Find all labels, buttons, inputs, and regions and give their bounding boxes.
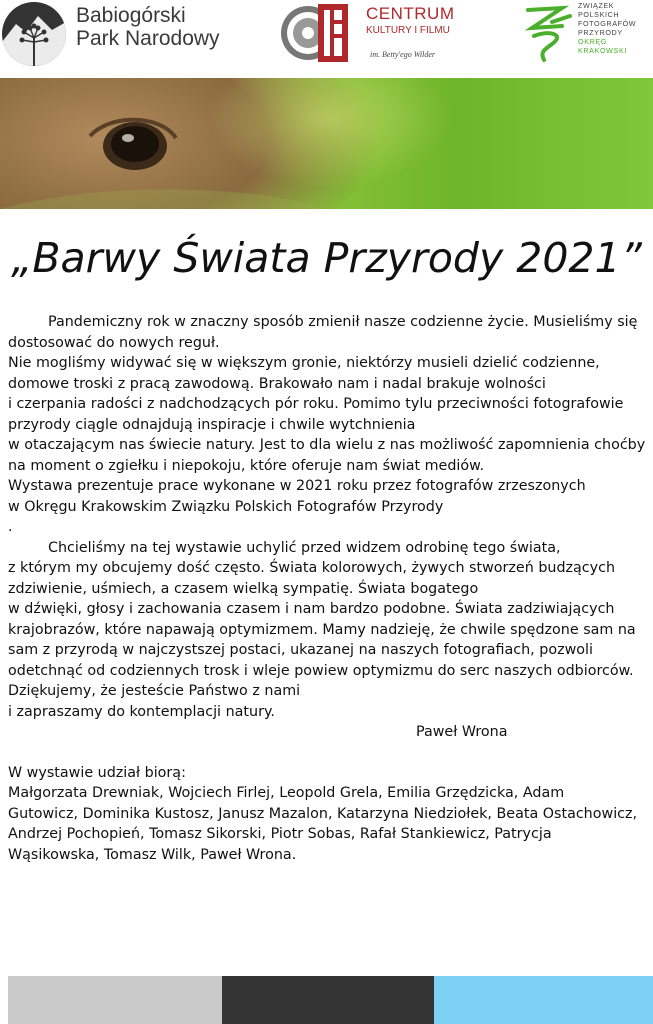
body-line: z którym my obcujemy dość często. Świata kolorowych, żywych stworzeń budzących xyxy=(8,560,616,576)
zpfp-mark-icon xyxy=(522,2,576,62)
film-reel-icon xyxy=(280,2,352,64)
zpfp-line3: FOTOGRAFÓW xyxy=(578,19,637,28)
bpn-name-line1: Babiogórski xyxy=(76,4,186,27)
body-line: przyrody ciągle odnajdują inspiracje i chwile wytchnienia xyxy=(8,416,416,433)
zpfp-logo xyxy=(522,0,653,70)
body-line: Wystawa prezentuje prace wykonane w 2021 roku przez fotografów zrzeszonych xyxy=(8,478,586,494)
footer-stripes xyxy=(0,976,653,1024)
participants-heading: W wystawie udział biorą: xyxy=(8,764,186,781)
body-line: odetchnąć od codziennych trosk i wleje powiew optymizmu do serc naszych odbiorców. xyxy=(8,662,634,679)
zpfp-line5: OKRĘG xyxy=(578,37,607,46)
spacer xyxy=(8,743,648,763)
body-line: Chcieliśmy na tej wystawie uchylić przed widzem odrobinę tego świata, xyxy=(48,539,561,556)
participants-line: Gutowicz, Dominika Kustosz, Janusz Mazalon, Katarzyna Niedziołek, Beata Ostachowicz, xyxy=(8,805,638,822)
bpn-name-line2: Park Narodowy xyxy=(76,27,220,50)
mountain-plant-icon xyxy=(2,2,66,66)
zpfp-line4: PRZYRODY xyxy=(578,28,623,37)
centrum-kultury-logo xyxy=(280,0,470,70)
body-text xyxy=(8,312,648,865)
body-line: zdziwienie, uśmiech, a czasem wielką sympatię. Świata bogatego xyxy=(8,580,479,597)
body-line: w Okręgu Krakowskim Związku Polskich Fotografów Przyrody xyxy=(8,498,444,515)
body-line: krajobrazów, które napawają optymizmem. Mamy nadzieję, że chwile spędzone sam na xyxy=(8,621,636,638)
body-line: Dziękujemy, że jesteście Państwo z nami xyxy=(8,683,301,699)
ck-name-line1: CENTRUM xyxy=(366,4,455,23)
participants-line: Wąsikowska, Tomasz Wilk, Paweł Wrona. xyxy=(8,846,297,863)
signature: Paweł Wrona xyxy=(416,724,508,740)
body-line: i czerpania radości z nadchodzących pór roku. Pomimo tylu przeciwności fotografowie xyxy=(8,396,624,412)
body-line: dostosować do nowych reguł. xyxy=(8,334,220,351)
body-line: sam z przyrodą w najczystszej postaci, ukazanej na naszych fotografiach, pozwoli xyxy=(8,642,593,658)
body-line: Nie mogliśmy widywać się w większym gronie, niektórzy musieli dzielić codzienne, xyxy=(8,355,600,371)
participants-line: Andrzej Pochopień, Tomasz Sikorski, Piotr Sobas, Rafał Stankiewicz, Patrycja xyxy=(8,826,552,842)
body-line: w dźwięki, głosy i zachowania czasem i nam bardzo podobne. Świata zadziwiających xyxy=(8,601,615,617)
banner-photo xyxy=(0,78,653,209)
ck-name-line2: KULTURY I FILMU xyxy=(366,25,450,36)
stripe-gray xyxy=(8,976,222,1024)
body-line: . xyxy=(8,519,13,535)
page-title: „Barwy Świata Przyrody 2021” xyxy=(11,234,642,282)
deer-eye-image xyxy=(0,78,653,209)
body-line: w otaczającym nas świecie natury. Jest to dla wielu z nas możliwość zapomnienia choćby xyxy=(8,437,646,453)
zpfp-line6: KRAKOWSKI xyxy=(578,46,627,55)
zpfp-line1: ZWIĄZEK xyxy=(578,1,615,10)
stripe-blue xyxy=(434,976,653,1024)
stripe-dark xyxy=(222,976,434,1024)
body-line: domowe troski z pracą zawodową. Brakowało nam i nadal brakuje wolności xyxy=(8,375,546,392)
logo-bar xyxy=(0,0,653,78)
body-line: i zapraszamy do kontemplacji natury. xyxy=(8,703,275,720)
ck-name-line3: im. Betty'ego Wilder xyxy=(370,50,436,59)
participants-line: Małgorzata Drewniak, Wojciech Firlej, Leopold Grela, Emilia Grzędzicka, Adam xyxy=(8,785,565,801)
body-line: Pandemiczny rok w znaczny sposób zmienił nasze codzienne życie. Musieliśmy się xyxy=(48,314,638,330)
body-line: na moment o zgiełku i niepokoju, które oferuje nam świat mediów. xyxy=(8,457,485,474)
babiogorski-park-logo xyxy=(2,2,232,68)
zpfp-line2: POLSKICH xyxy=(578,10,620,19)
